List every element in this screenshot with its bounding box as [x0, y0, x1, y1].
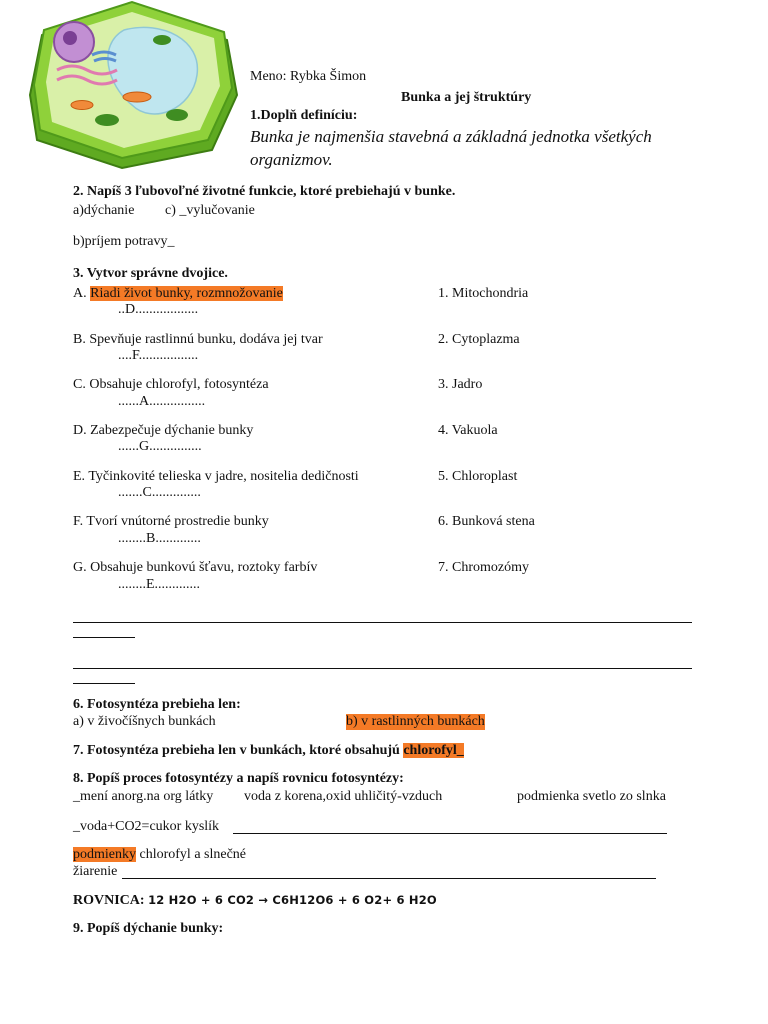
q3-right-item: 1. Mitochondria: [438, 286, 529, 301]
q6-heading: 6. Fotosyntéza prebieha len:: [73, 697, 241, 712]
q8-line2-underline: [233, 833, 667, 834]
answer-line-short: [73, 683, 135, 684]
q3-text-highlighted: Riadi život bunky, rozmnožovanie: [90, 286, 283, 301]
q3-answer: ........E.............: [118, 577, 201, 592]
q8-conditions-underline: [122, 878, 656, 879]
q8-conditions-text-2: žiarenie: [73, 864, 118, 879]
q3-letter: B.: [73, 332, 90, 347]
q3-right-item: 6. Bunková stena: [438, 514, 535, 529]
q3-answer: .......C..............: [118, 485, 201, 500]
q3-right-item: 2. Cytoplazma: [438, 332, 520, 347]
definition-line-2: organizmov.: [250, 150, 333, 169]
q3-heading: 3. Vytvor správne dvojice.: [73, 266, 228, 281]
q2-heading: 2. Napíš 3 ľubovoľné životné funkcie, ktoré prebiehajú v bunke.: [73, 184, 456, 199]
q2-answer-b: b)príjem potravy_: [73, 234, 175, 249]
q3-text: Tvorí vnútorné prostredie bunky: [86, 514, 269, 529]
q8-line2: _voda+CO2=cukor kyslík: [73, 819, 220, 834]
page-title: Bunka a jej štruktúry: [401, 90, 532, 105]
q8-conditions-text: chlorofyl a slnečné: [139, 847, 247, 862]
q3-right-item: 5. Chloroplast: [438, 469, 518, 484]
q8-line1-left: _mení anorg.na org látky: [73, 789, 214, 804]
definition-line-1: Bunka je najmenšia stavebná a základná jednotka všetkých: [250, 127, 652, 146]
rovnica-label: ROVNICA:: [73, 893, 145, 908]
q3-letter: A.: [73, 286, 91, 301]
q3-answer: ..D..................: [118, 302, 199, 317]
q3-letter: G.: [73, 560, 91, 575]
q7-heading: 7. Fotosyntéza prebieha len v bunkách, ktoré obsahujú: [73, 743, 400, 758]
q9-heading: 9. Popíš dýchanie bunky:: [73, 921, 224, 936]
q3-right-item: 7. Chromozómy: [438, 560, 529, 575]
q3-answer: ........B.............: [118, 531, 201, 546]
q3-letter: F.: [73, 514, 87, 529]
q3-answer: ......G...............: [118, 439, 202, 454]
q2-answer-c: c) _vylučovanie: [165, 203, 255, 218]
q6-option-a: a) v živočíšnych bunkách: [73, 714, 216, 729]
q2-answer-a: a)dýchanie: [73, 203, 135, 218]
q3-answer: ....F.................: [118, 348, 199, 363]
q3-text: Spevňuje rastlinnú bunku, dodáva jej tvar: [89, 332, 323, 347]
q3-text: Obsahuje chlorofyl, fotosyntéza: [89, 377, 269, 392]
q3-text: Zabezpečuje dýchanie bunky: [90, 423, 254, 438]
q7-answer-highlighted: chlorofyl_: [403, 743, 464, 758]
student-name: Meno: Rybka Šimon: [250, 69, 367, 84]
rovnica-equation: 12 H2O + 6 CO2 → C6H12O6 + 6 O2+ 6 H2O: [148, 893, 437, 907]
q8-heading: 8. Popíš proces fotosyntézy a napíš rovnicu fotosyntézy:: [73, 771, 404, 786]
q3-letter: E.: [73, 469, 89, 484]
q6-option-b-highlighted: b) v rastlinných bunkách: [346, 714, 485, 729]
q3-right-item: 4. Vakuola: [438, 423, 498, 438]
q3-text: Obsahuje bunkovú šťavu, roztoky farbív: [90, 560, 318, 575]
q8-line1-mid: voda z korena,oxid uhličitý-vzduch: [244, 789, 443, 804]
q3-letter: D.: [73, 423, 91, 438]
plant-cell-illustration: [12, 0, 242, 175]
q3-answer: ......A................: [118, 394, 206, 409]
q8-conditions-label-highlighted: podmienky: [73, 847, 136, 862]
answer-line-short: [73, 637, 135, 638]
answer-line: [73, 668, 692, 669]
answer-line: [73, 622, 692, 623]
q3-letter: C.: [73, 377, 90, 392]
q3-right-item: 3. Jadro: [438, 377, 483, 392]
q1-heading: 1.Doplň definíciu:: [250, 108, 358, 123]
q8-line1-right: podmienka svetlo zo slnka: [517, 789, 666, 804]
q3-text: Tyčinkovité telieska v jadre, nositelia dedičnosti: [88, 469, 359, 484]
